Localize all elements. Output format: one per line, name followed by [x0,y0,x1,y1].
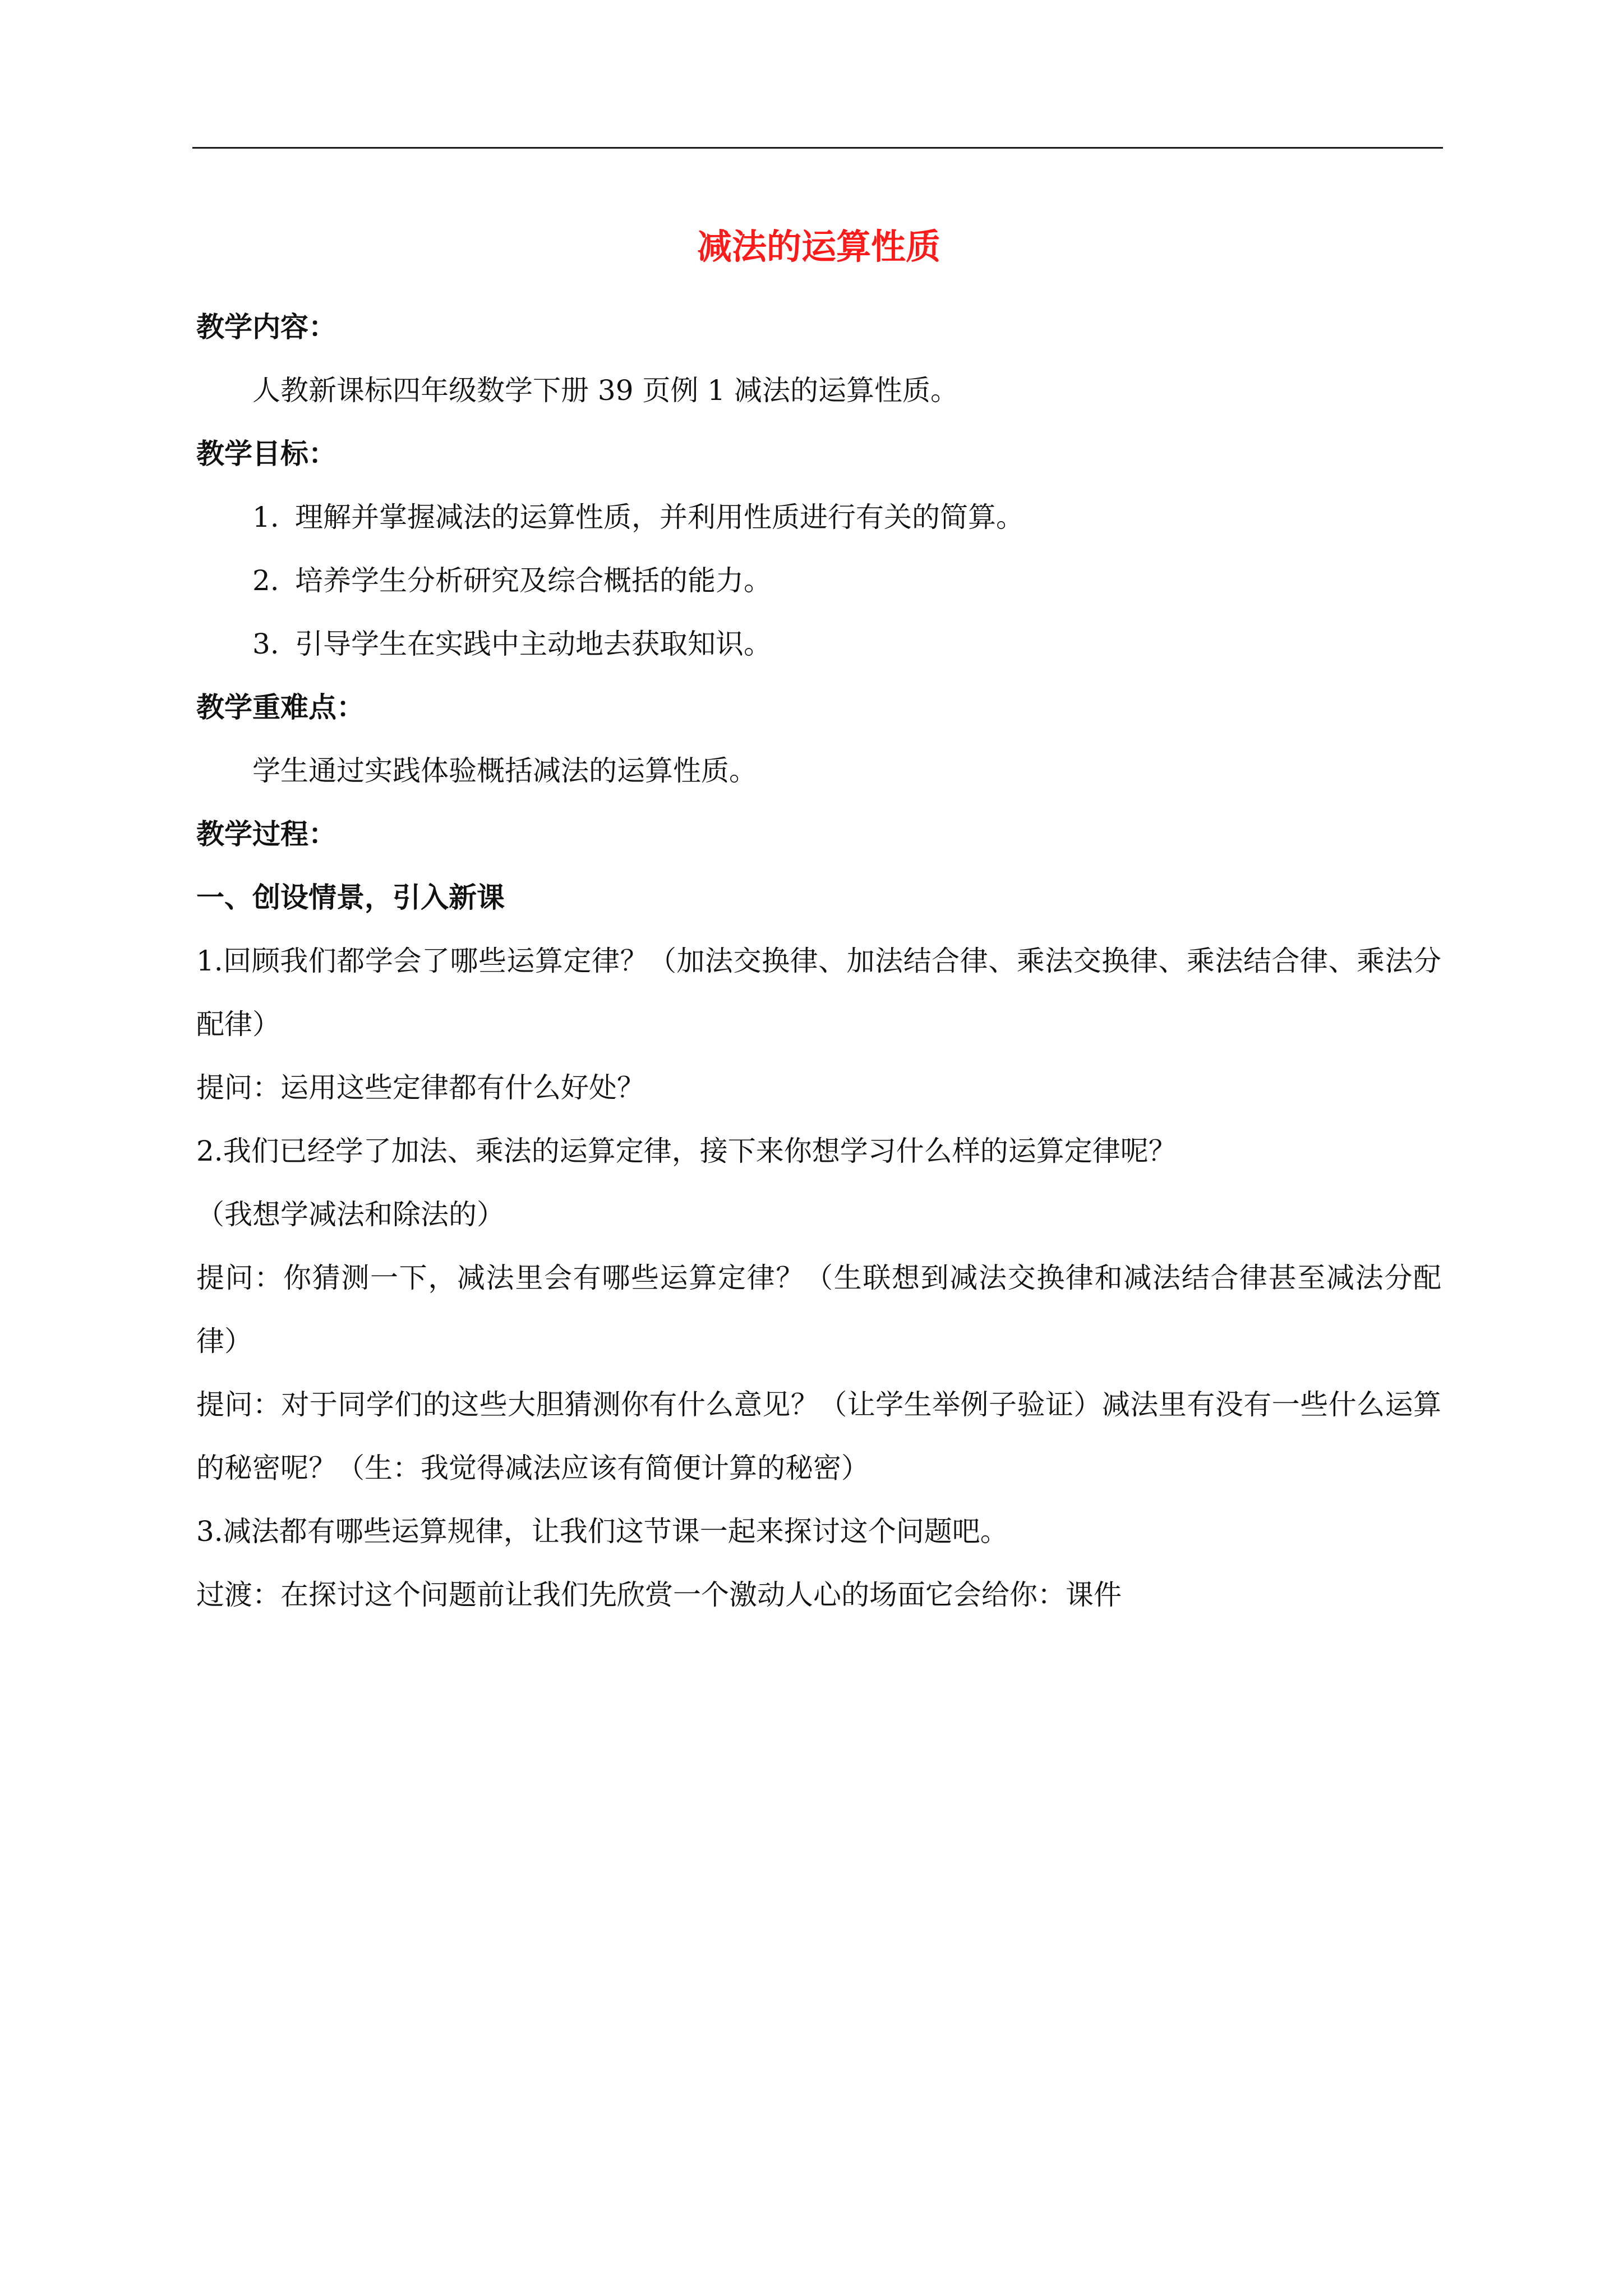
goals-heading: 教学目标： [196,438,336,470]
process-heading: 教学过程： [196,818,336,850]
document-body [196,216,1441,1627]
goal-number: 3. [252,628,279,660]
header-rule [192,147,1443,149]
paragraph: 2.我们已经学了加法、乘法的运算定律，接下来你想学习什么样的运算定律呢？ [196,1135,1177,1167]
goal-item [196,549,1441,613]
paragraph: 提问：运用这些定律都有什么好处？ [196,1071,645,1104]
content-text: 人教新课标四年级数学下册 39 页例 1 减法的运算性质。 [252,374,959,407]
key-heading: 教学重难点： [196,691,365,724]
part1-heading: 一、创设情景，引入新课 [196,881,505,914]
paragraph: 1.回顾我们都学会了哪些运算定律？（加法交换律、加法结合律、乘法交换律、乘法结合律、乘法分配律） [196,945,1441,1041]
goal-text: 引导学生在实践中主动地去获取知识。 [295,628,772,660]
paragraph: 3.减法都有哪些运算规律，让我们这节课一起来探讨这个问题吧。 [196,1515,1008,1548]
goal-item [196,613,1441,676]
goal-text: 培养学生分析研究及综合概括的能力。 [295,564,772,597]
goal-number: 1. [252,501,279,533]
paragraph: （我想学减法和除法的） [196,1198,505,1231]
goal-item [196,486,1441,549]
goal-text: 理解并掌握减法的运算性质，并利用性质进行有关的简算。 [295,501,1024,533]
content-heading: 教学内容： [196,311,336,343]
document-title: 减法的运算性质 [697,226,940,267]
key-text: 学生通过实践体验概括减法的运算性质。 [252,754,757,787]
goal-number: 2. [252,564,279,597]
paragraph: 提问：你猜测一下，减法里会有哪些运算定律？（生联想到减法交换律和减法结合律甚至减法分配律） [196,1262,1441,1358]
paragraph: 提问：对于同学们的这些大胆猜测你有什么意见？（让学生举例子验证）减法里有没有一些什么运算的秘密呢？（生：我觉得减法应该有简便计算的秘密） [196,1388,1441,1484]
paragraph: 过渡：在探讨这个问题前让我们先欣赏一个激动人心的场面它会给你：课件 [196,1579,1122,1611]
